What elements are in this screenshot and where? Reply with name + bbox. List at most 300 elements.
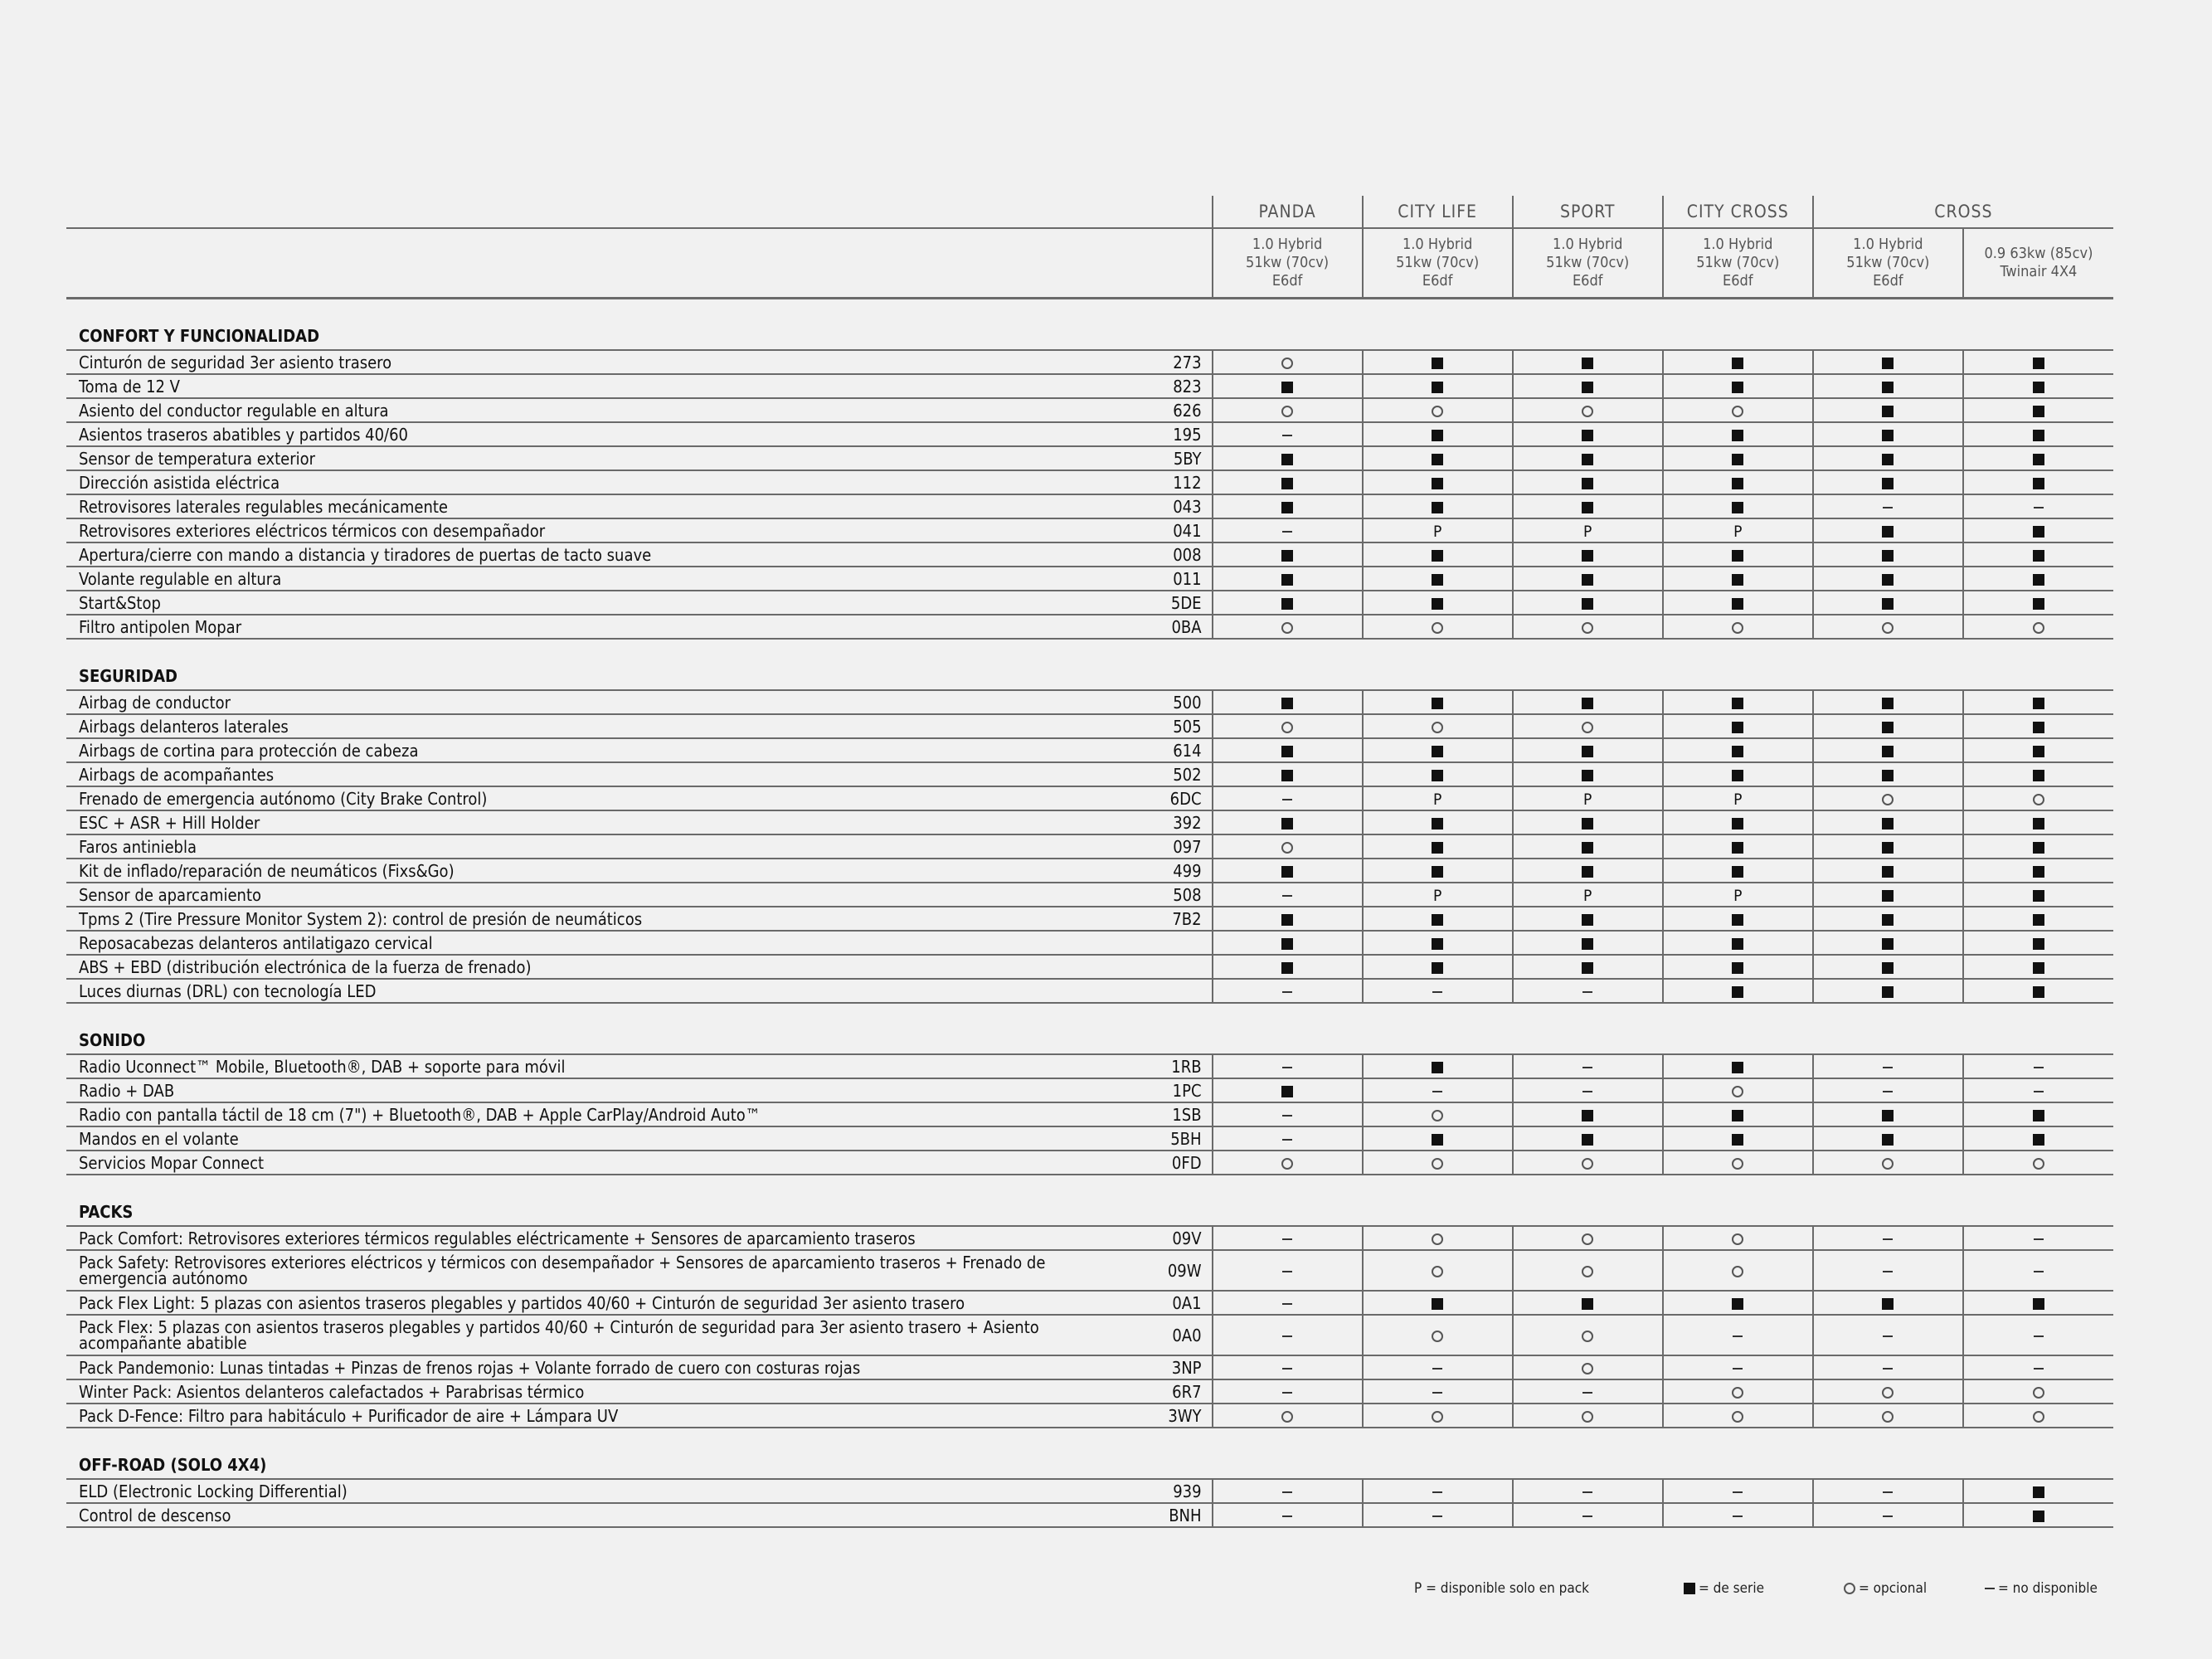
availability-cell [1213, 1291, 1363, 1315]
standard-square-icon [1582, 1134, 1593, 1146]
standard-square-icon [1582, 358, 1593, 369]
standard-square-icon [1582, 914, 1593, 926]
engine-header [1813, 228, 1963, 299]
feature-code: 1RB [1101, 1054, 1213, 1078]
feature-description: ESC + ASR + Hill Holder [66, 810, 1101, 834]
table-row [66, 1503, 2113, 1527]
engine-line: 1.0 Hybrid [1553, 236, 1623, 253]
availability-cell [1363, 690, 1513, 714]
availability-cell [1213, 1102, 1363, 1126]
optional-circle-icon [1582, 722, 1593, 733]
availability-cell [1963, 446, 2113, 470]
feature-description: Pack Flex: 5 plazas con asientos traseros plegables y partidos 40/60 + Cinturón de seguridad para 3er asiento trasero + Asiento acompañante abatible [66, 1315, 1101, 1355]
engine-line: 1.0 Hybrid [1252, 236, 1323, 253]
feature-description: Frenado de emergencia autónomo (City Brake Control) [66, 786, 1101, 810]
not-available-dash-icon [1432, 1392, 1442, 1394]
standard-square-icon [1882, 550, 1894, 562]
availability-cell [1513, 1226, 1663, 1250]
availability-cell [1813, 470, 1963, 494]
availability-cell [1813, 883, 1963, 907]
availability-cell [1963, 955, 2113, 979]
standard-square-icon [1432, 358, 1443, 369]
standard-square-icon [1732, 430, 1743, 441]
standard-square-icon [1432, 550, 1443, 562]
standard-square-icon [1432, 502, 1443, 513]
standard-square-icon [1281, 502, 1293, 513]
availability-cell [1213, 1054, 1363, 1078]
engine-line: E6df [1422, 272, 1453, 289]
availability-cell [1663, 1078, 1813, 1102]
standard-square-icon [1582, 478, 1593, 489]
availability-cell [1213, 350, 1363, 374]
standard-square-icon [2033, 574, 2044, 586]
availability-cell [1963, 1379, 2113, 1404]
availability-cell [1363, 446, 1513, 470]
optional-circle-icon [1281, 722, 1293, 733]
not-available-dash-icon [1282, 991, 1292, 993]
feature-code: 939 [1101, 1479, 1213, 1503]
standard-square-icon [2033, 1486, 2044, 1498]
standard-square-icon [1432, 842, 1443, 854]
standard-square-icon [1582, 1110, 1593, 1121]
not-available-dash-icon [1282, 1139, 1292, 1141]
not-available-dash-icon [1985, 1588, 1995, 1589]
standard-square-icon [1732, 770, 1743, 781]
availability-cell [1813, 398, 1963, 422]
optional-circle-icon [2033, 1411, 2044, 1423]
availability-cell [1513, 690, 1663, 714]
feature-code: 6R7 [1101, 1379, 1213, 1404]
feature-code [1101, 955, 1213, 979]
availability-cell [1663, 859, 1813, 883]
feature-code: 097 [1101, 834, 1213, 859]
standard-square-icon [1732, 358, 1743, 369]
availability-cell [1363, 738, 1513, 762]
table-row [66, 810, 2113, 834]
availability-cell [1213, 1078, 1363, 1102]
availability-cell [1663, 446, 1813, 470]
equipment-spec-table [66, 196, 2113, 1528]
not-available-dash-icon [1282, 895, 1292, 897]
availability-cell [1813, 374, 1963, 398]
availability-cell [1363, 470, 1513, 494]
availability-cell [1363, 810, 1513, 834]
standard-square-icon [1882, 1298, 1894, 1310]
standard-square-icon [1732, 914, 1743, 926]
availability-cell [1363, 859, 1513, 883]
availability-cell [1363, 1503, 1513, 1527]
standard-square-icon [1281, 938, 1293, 950]
availability-cell [1663, 1315, 1813, 1355]
availability-cell [1213, 859, 1363, 883]
not-available-dash-icon [1733, 1491, 1743, 1493]
optional-circle-icon [1432, 1110, 1443, 1121]
pack-only-icon: P [1432, 790, 1442, 809]
availability-cell [1813, 1404, 1963, 1428]
feature-code: BNH [1101, 1503, 1213, 1527]
not-available-dash-icon [1582, 1491, 1592, 1493]
standard-square-icon [1432, 770, 1443, 781]
engine-line: Twinair 4X4 [2000, 263, 2078, 280]
availability-cell [1513, 1479, 1663, 1503]
standard-square-icon [1882, 746, 1894, 757]
availability-cell [1213, 738, 1363, 762]
availability-cell [1663, 494, 1813, 518]
pack-only-icon: P [1432, 522, 1442, 541]
availability-cell [1963, 834, 2113, 859]
standard-square-icon [1732, 698, 1743, 709]
table-row [66, 542, 2113, 567]
standard-square-icon [1882, 698, 1894, 709]
not-available-dash-icon [1432, 1091, 1442, 1092]
optional-circle-icon [1582, 1266, 1593, 1277]
feature-code [1101, 979, 1213, 1003]
availability-cell [1513, 1503, 1663, 1527]
availability-cell [1813, 615, 1963, 639]
pack-only-icon: P [1432, 886, 1442, 905]
standard-square-icon [1582, 382, 1593, 393]
standard-square-icon [1732, 962, 1743, 974]
availability-cell [1363, 374, 1513, 398]
standard-square-icon [1582, 1298, 1593, 1310]
table-row [66, 907, 2113, 931]
availability-cell [1963, 762, 2113, 786]
feature-description: Start&Stop [66, 591, 1101, 615]
availability-cell [1663, 931, 1813, 955]
not-available-dash-icon [2034, 1271, 2044, 1272]
standard-square-icon [1732, 1062, 1743, 1073]
table-row [66, 350, 2113, 374]
availability-cell [1363, 422, 1513, 446]
optional-circle-icon [1732, 1387, 1743, 1399]
pack-only-icon: P [1733, 522, 1743, 541]
standard-square-icon [1582, 550, 1593, 562]
availability-cell [1513, 834, 1663, 859]
optional-circle-icon [1732, 1266, 1743, 1277]
availability-cell [1213, 615, 1363, 639]
standard-square-icon [2033, 890, 2044, 902]
availability-cell [1963, 907, 2113, 931]
availability-cell [1663, 1126, 1813, 1151]
availability-cell [1363, 931, 1513, 955]
optional-circle-icon [1432, 1233, 1443, 1245]
standard-square-icon [1732, 382, 1743, 393]
availability-cell [1213, 518, 1363, 542]
feature-code: 0A1 [1101, 1291, 1213, 1315]
table-row [66, 714, 2113, 738]
feature-description: Airbags delanteros laterales [66, 714, 1101, 738]
table-row [66, 690, 2113, 714]
availability-cell [1663, 979, 1813, 1003]
standard-square-icon [2033, 550, 2044, 562]
standard-square-icon [1732, 986, 1743, 998]
availability-cell [1813, 738, 1963, 762]
legend-pack-text: P = disponible solo en pack [1414, 1580, 1590, 1597]
feature-code: 273 [1101, 350, 1213, 374]
table-row [66, 786, 2113, 810]
standard-square-icon [2033, 962, 2044, 974]
optional-circle-icon [1432, 1331, 1443, 1342]
feature-description: Mandos en el volante [66, 1126, 1101, 1151]
category-row [66, 1175, 2113, 1226]
optional-circle-icon [2033, 794, 2044, 805]
availability-cell [1363, 494, 1513, 518]
standard-square-icon [1582, 770, 1593, 781]
availability-cell [1963, 350, 2113, 374]
optional-circle-icon [1432, 722, 1443, 733]
optional-circle-icon [1732, 406, 1743, 417]
availability-cell [1813, 979, 1963, 1003]
availability-cell [1513, 1126, 1663, 1151]
feature-description: Faros antiniebla [66, 834, 1101, 859]
optional-circle-icon [1582, 1158, 1593, 1170]
standard-square-icon [1882, 770, 1894, 781]
engine-header [1963, 228, 2113, 299]
not-available-dash-icon [1282, 1491, 1292, 1493]
standard-square-icon [2033, 698, 2044, 709]
standard-square-icon [1732, 550, 1743, 562]
availability-cell [1813, 1503, 1963, 1527]
feature-code: 502 [1101, 762, 1213, 786]
standard-square-icon [1281, 746, 1293, 757]
standard-square-icon [1432, 382, 1443, 393]
availability-cell [1813, 422, 1963, 446]
engine-line: E6df [1572, 272, 1603, 289]
not-available-dash-icon [1582, 1392, 1592, 1394]
standard-square-icon [1281, 914, 1293, 926]
optional-circle-icon [1582, 622, 1593, 634]
standard-square-icon [1432, 478, 1443, 489]
standard-square-icon [1732, 746, 1743, 757]
category-row [66, 1428, 2113, 1479]
category-title: SEGURIDAD [66, 639, 2113, 690]
availability-cell [1363, 1226, 1513, 1250]
availability-cell [1363, 398, 1513, 422]
availability-cell [1213, 1250, 1363, 1291]
availability-cell [1963, 1355, 2113, 1379]
standard-square-icon [1732, 866, 1743, 878]
feature-code: 6DC [1101, 786, 1213, 810]
feature-code: 5BY [1101, 446, 1213, 470]
engine-header [1513, 228, 1663, 299]
availability-cell [1213, 542, 1363, 567]
standard-square-icon [1281, 962, 1293, 974]
availability-cell [1213, 1479, 1363, 1503]
not-available-dash-icon [1883, 1238, 1893, 1240]
availability-cell [1213, 1355, 1363, 1379]
availability-cell [1963, 1315, 2113, 1355]
table-row [66, 955, 2113, 979]
legend-optional-text: = opcional [1859, 1580, 1928, 1597]
not-available-dash-icon [1733, 1335, 1743, 1337]
not-available-dash-icon [1282, 1335, 1292, 1337]
standard-square-icon [2033, 866, 2044, 878]
table-row [66, 1315, 2113, 1355]
not-available-dash-icon [2034, 1335, 2044, 1337]
table-row [66, 422, 2113, 446]
standard-square-icon [1582, 454, 1593, 465]
engine-line: E6df [1271, 272, 1303, 289]
not-available-dash-icon [1432, 991, 1442, 993]
standard-square-icon [1882, 938, 1894, 950]
availability-cell [1963, 810, 2113, 834]
standard-square-icon [1432, 454, 1443, 465]
availability-cell [1513, 494, 1663, 518]
feature-code: 3NP [1101, 1355, 1213, 1379]
standard-square-icon [1882, 430, 1894, 441]
availability-cell [1663, 1226, 1813, 1250]
availability-cell [1963, 542, 2113, 567]
feature-code: 195 [1101, 422, 1213, 446]
feature-description: Toma de 12 V [66, 374, 1101, 398]
category-row [66, 299, 2113, 351]
engine-line: 0.9 63kw (85cv) [1984, 245, 2093, 262]
feature-description: Control de descenso [66, 1503, 1101, 1527]
table-row [66, 1054, 2113, 1078]
engine-line: 51kw (70cv) [1396, 254, 1480, 271]
standard-square-icon [2033, 382, 2044, 393]
availability-cell [1513, 1315, 1663, 1355]
not-available-dash-icon [1282, 1115, 1292, 1117]
optional-circle-icon [1432, 1158, 1443, 1170]
feature-code: 008 [1101, 542, 1213, 567]
availability-cell [1813, 810, 1963, 834]
availability-cell [1963, 786, 2113, 810]
not-available-dash-icon [1282, 1392, 1292, 1394]
standard-square-icon [1882, 914, 1894, 926]
feature-description: Sensor de temperatura exterior [66, 446, 1101, 470]
standard-square-icon [2033, 986, 2044, 998]
standard-square-icon [2033, 1134, 2044, 1146]
standard-square-icon [1882, 818, 1894, 830]
feature-description: Radio Uconnect™ Mobile, Bluetooth®, DAB + soporte para móvil [66, 1054, 1101, 1078]
availability-cell [1363, 1291, 1513, 1315]
availability-cell [1363, 1151, 1513, 1175]
not-available-dash-icon [1282, 1067, 1292, 1068]
not-available-dash-icon [2034, 1368, 2044, 1370]
not-available-dash-icon [1883, 1335, 1893, 1337]
not-available-dash-icon [1582, 1091, 1592, 1092]
feature-code: 3WY [1101, 1404, 1213, 1428]
availability-cell [1663, 1250, 1813, 1291]
feature-description: Asiento del conductor regulable en altura [66, 398, 1101, 422]
availability-cell [1813, 1226, 1963, 1250]
availability-cell [1213, 931, 1363, 955]
availability-cell [1813, 834, 1963, 859]
standard-square-icon [1582, 698, 1593, 709]
feature-code: 5DE [1101, 591, 1213, 615]
availability-cell [1813, 1126, 1963, 1151]
standard-square-icon [1281, 698, 1293, 709]
not-available-dash-icon [1432, 1368, 1442, 1370]
not-available-dash-icon [1883, 1491, 1893, 1493]
availability-cell [1813, 859, 1963, 883]
standard-square-icon [1582, 842, 1593, 854]
availability-cell [1213, 422, 1363, 446]
availability-cell [1663, 1404, 1813, 1428]
header-spacer [66, 196, 1213, 228]
feature-description: Radio + DAB [66, 1078, 1101, 1102]
standard-square-icon [2033, 818, 2044, 830]
table-row [66, 374, 2113, 398]
optional-circle-icon [1732, 1086, 1743, 1097]
availability-cell [1813, 446, 1963, 470]
standard-square-icon [1582, 430, 1593, 441]
engine-header [1663, 228, 1813, 299]
feature-description: Pack Comfort: Retrovisores exteriores térmicos regulables eléctricamente + Sensores de aparcamiento traseros [66, 1226, 1101, 1250]
feature-code: 823 [1101, 374, 1213, 398]
availability-cell [1513, 350, 1663, 374]
feature-code: 508 [1101, 883, 1213, 907]
standard-square-icon [1432, 1134, 1443, 1146]
model-header-sport: SPORT [1513, 196, 1663, 228]
availability-cell [1213, 883, 1363, 907]
not-available-dash-icon [1282, 1515, 1292, 1517]
availability-cell [1813, 907, 1963, 931]
not-available-dash-icon [1282, 1271, 1292, 1272]
availability-cell [1213, 1315, 1363, 1355]
feature-description: ELD (Electronic Locking Differential) [66, 1479, 1101, 1503]
not-available-dash-icon [2034, 507, 2044, 508]
availability-cell [1663, 1102, 1813, 1126]
model-header-city-life: CITY LIFE [1363, 196, 1513, 228]
standard-square-icon [1432, 574, 1443, 586]
availability-cell [1813, 1102, 1963, 1126]
availability-cell [1213, 834, 1363, 859]
standard-square-icon [2033, 746, 2044, 757]
standard-square-icon [2033, 358, 2044, 369]
not-available-dash-icon [1582, 1067, 1592, 1068]
standard-square-icon [1432, 866, 1443, 878]
optional-circle-icon [1732, 622, 1743, 634]
standard-square-icon [1281, 598, 1293, 610]
availability-cell [1663, 738, 1813, 762]
table-row [66, 518, 2113, 542]
availability-cell [1513, 1102, 1663, 1126]
pack-only-icon: P [1583, 522, 1592, 541]
standard-square-icon [1882, 358, 1894, 369]
availability-cell [1813, 1479, 1963, 1503]
availability-cell [1813, 518, 1963, 542]
availability-cell [1213, 1379, 1363, 1404]
standard-square-icon [1432, 914, 1443, 926]
availability-cell [1513, 567, 1663, 591]
availability-cell [1963, 1291, 2113, 1315]
feature-code: 1SB [1101, 1102, 1213, 1126]
availability-cell [1363, 762, 1513, 786]
availability-cell [1663, 567, 1813, 591]
availability-cell [1663, 591, 1813, 615]
standard-square-icon [1732, 938, 1743, 950]
availability-cell [1513, 1250, 1663, 1291]
standard-square-icon [1732, 722, 1743, 733]
availability-cell [1513, 446, 1663, 470]
standard-square-icon [1732, 598, 1743, 610]
standard-square-icon [1732, 842, 1743, 854]
optional-circle-icon [1582, 1233, 1593, 1245]
standard-square-icon [2033, 770, 2044, 781]
availability-cell [1363, 591, 1513, 615]
availability-cell [1363, 350, 1513, 374]
legend-optional [1844, 1580, 1927, 1597]
feature-code: 09V [1101, 1226, 1213, 1250]
not-available-dash-icon [1282, 531, 1292, 533]
availability-cell [1513, 1379, 1663, 1404]
category-title: PACKS [66, 1175, 2113, 1226]
availability-cell [1663, 1479, 1813, 1503]
optional-circle-icon [1732, 1411, 1743, 1423]
optional-circle-icon [1882, 622, 1894, 634]
